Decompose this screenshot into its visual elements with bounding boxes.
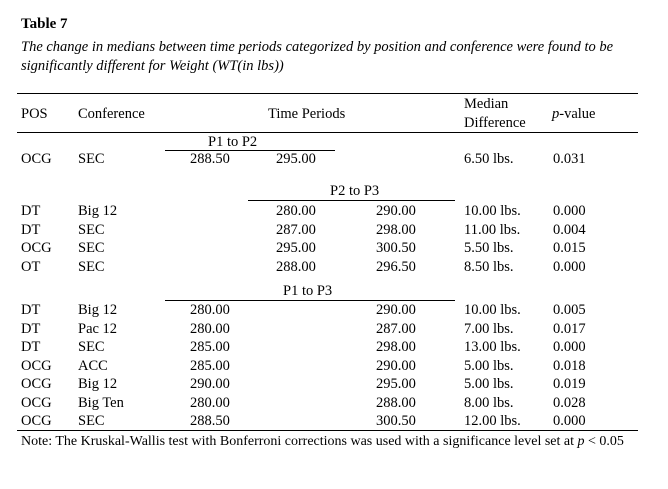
cell-median-end: 300.50 [376, 413, 416, 429]
cell-pos: DT [21, 302, 41, 318]
cell-median-difference: 8.50 lbs. [464, 258, 514, 275]
cell-median-difference: 10.00 lbs. [464, 203, 521, 219]
cell-p-value: 0.015 [553, 240, 586, 256]
cell-median-difference: 6.50 lbs. [464, 151, 514, 167]
header-median-line2: Difference [464, 115, 526, 131]
cell-p-value: 0.031 [553, 151, 586, 167]
cell-p-value: 0.005 [553, 302, 586, 318]
period-rule [165, 300, 455, 301]
cell-conference: SEC [78, 221, 105, 238]
header-pos: POS [21, 106, 48, 122]
header-median-line1: Median [464, 96, 509, 112]
cell-median-start: 288.50 [190, 151, 230, 167]
cell-median-end: 298.00 [376, 221, 416, 238]
period-rule [248, 200, 455, 201]
header-time-periods: Time Periods [268, 106, 346, 122]
cell-pos: OCG [21, 151, 52, 167]
header-pvalue-p: p [552, 106, 560, 122]
cell-median-end: 290.00 [376, 302, 416, 318]
cell-p-value: 0.017 [553, 320, 586, 337]
cell-p-value: 0.000 [553, 413, 586, 429]
cell-p-value: 0.019 [553, 376, 586, 392]
cell-conference: SEC [78, 339, 105, 355]
cell-conference: SEC [78, 258, 105, 275]
cell-median-start: 285.00 [190, 339, 230, 355]
cell-median-end: 296.50 [376, 258, 416, 275]
header-conference: Conference [78, 106, 145, 122]
cell-median-start: 290.00 [190, 376, 230, 392]
cell-p-value: 0.000 [553, 203, 586, 219]
period-label: P1 to P2 [208, 134, 258, 150]
cell-median-start: 288.50 [190, 413, 230, 429]
cell-median-start: 287.00 [276, 221, 316, 238]
cell-median-end: 290.00 [376, 203, 416, 219]
cell-conference: SEC [78, 151, 105, 167]
cell-pos: DT [21, 339, 41, 355]
cell-conference: Big Ten [78, 394, 124, 411]
cell-median-start: 280.00 [276, 203, 316, 219]
cell-p-value: 0.018 [553, 357, 586, 374]
cell-conference: SEC [78, 413, 105, 429]
cell-conference: Big 12 [78, 376, 118, 392]
cell-pos: OCG [21, 240, 52, 256]
cell-median-end: 290.00 [376, 357, 416, 374]
cell-median-end: 287.00 [376, 320, 416, 337]
cell-median-difference: 7.00 lbs. [464, 320, 514, 337]
cell-median-difference: 13.00 lbs. [464, 339, 521, 355]
cell-conference: SEC [78, 240, 105, 256]
cell-median-difference: 5.00 lbs. [464, 376, 514, 392]
note-suffix: < 0.05 [584, 434, 624, 449]
note-prefix: Note: The Kruskal-Wallis test with Bonferroni corrections was used with a significance level set at [21, 434, 578, 449]
cell-conference: Big 12 [78, 302, 118, 318]
cell-pos: OCG [21, 394, 52, 411]
cell-median-end: 295.00 [376, 376, 416, 392]
cell-median-start: 280.00 [190, 394, 230, 411]
cell-conference: Big 12 [78, 203, 118, 219]
cell-pos: OCG [21, 413, 52, 429]
header-pvalue [552, 106, 595, 123]
period-label: P1 to P3 [283, 283, 333, 299]
cell-median-end: 300.50 [376, 240, 416, 256]
cell-median-end: 288.00 [376, 394, 416, 411]
cell-pos: DT [21, 221, 41, 238]
cell-pos: OCG [21, 376, 52, 392]
cell-median-difference: 8.00 lbs. [464, 394, 514, 411]
table-title: Table 7 [21, 16, 68, 32]
header-pvalue-rest: -value [559, 106, 596, 122]
cell-conference: ACC [78, 357, 108, 374]
cell-p-value: 0.000 [553, 339, 586, 355]
cell-p-value: 0.000 [553, 258, 586, 275]
cell-p-value: 0.004 [553, 221, 586, 238]
cell-median-end: 298.00 [376, 339, 416, 355]
cell-conference: Pac 12 [78, 320, 118, 337]
top-rule [17, 93, 638, 94]
cell-median-end: 295.00 [276, 151, 316, 167]
cell-median-start: 295.00 [276, 240, 316, 256]
cell-median-start: 285.00 [190, 357, 230, 374]
cell-pos: OCG [21, 357, 52, 374]
bottom-rule [17, 430, 638, 431]
period-label: P2 to P3 [330, 183, 380, 199]
cell-median-start: 288.00 [276, 258, 316, 275]
cell-median-difference: 10.00 lbs. [464, 302, 521, 318]
cell-median-difference: 5.50 lbs. [464, 240, 514, 256]
header-rule [17, 132, 638, 133]
cell-median-difference: 5.00 lbs. [464, 357, 514, 374]
table-note [21, 432, 651, 451]
cell-median-difference: 11.00 lbs. [464, 221, 521, 238]
cell-median-start: 280.00 [190, 320, 230, 337]
note-p: p [577, 434, 585, 449]
table-caption: The change in medians between time periods categorized by position and conference were found to be significantly different for Weight (WT(in lbs)) [21, 39, 614, 74]
cell-pos: OT [21, 258, 41, 275]
cell-pos: DT [21, 203, 41, 219]
cell-median-start: 280.00 [190, 302, 230, 318]
cell-p-value: 0.028 [553, 394, 586, 411]
cell-pos: DT [21, 320, 41, 337]
cell-median-difference: 12.00 lbs. [464, 413, 521, 429]
